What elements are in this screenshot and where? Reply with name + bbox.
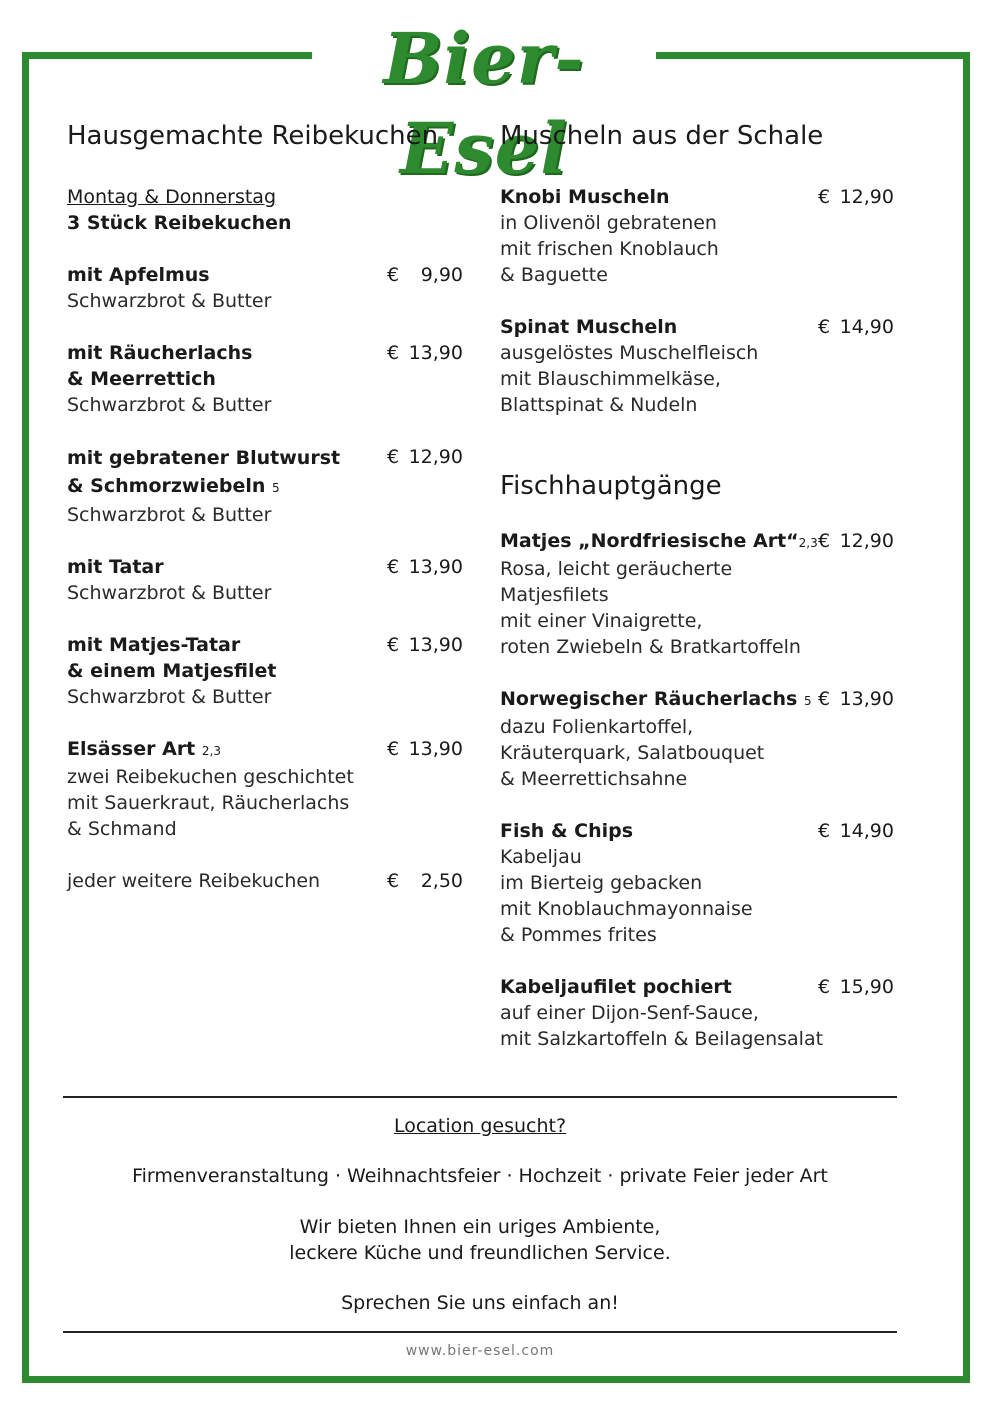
currency: €: [387, 634, 400, 656]
item-desc: & Schmand: [67, 818, 177, 840]
item-desc: roten Zwiebeln & Bratkartoffeln: [500, 636, 801, 658]
price-value: 14,90: [839, 820, 894, 842]
item-desc: & Baguette: [500, 264, 608, 286]
item-desc: auf einer Dijon-Senf-Sauce,: [500, 1002, 759, 1024]
currency: €: [818, 820, 831, 842]
item-desc: in Olivenöl gebratenen: [500, 212, 717, 234]
website-link[interactable]: www.bier-esel.com: [405, 1343, 555, 1359]
currency: €: [818, 530, 831, 552]
item-desc: Matjesfilets: [500, 584, 609, 606]
reibekuchen-section: [67, 118, 467, 894]
item-name: mit gebratener Blutwurst: [67, 447, 341, 469]
item-desc: zwei Reibekuchen geschichtet: [67, 766, 354, 788]
currency: €: [387, 870, 400, 892]
item-desc: mit einer Vinaigrette,: [500, 610, 703, 632]
price-value: 14,90: [839, 316, 894, 338]
menu-item: [500, 818, 900, 948]
item-desc: Schwarzbrot & Butter: [67, 504, 272, 526]
allergen-note: 2,3: [201, 744, 221, 758]
footer-cta: Sprechen Sie uns einfach an!: [341, 1292, 619, 1314]
section-heading-reibekuchen: Hausgemachte Reibekuchen: [67, 121, 439, 151]
price-value: 12,90: [839, 530, 894, 552]
item-desc: mit Blauschimmelkäse,: [500, 368, 721, 390]
footer-text-line1: Wir bieten Ihnen ein uriges Ambiente,: [299, 1216, 661, 1238]
item-desc: Kräuterquark, Salatbouquet: [500, 742, 765, 764]
price-value: 13,90: [408, 738, 463, 760]
item-desc: Schwarzbrot & Butter: [67, 686, 272, 708]
currency: €: [387, 264, 400, 286]
item-name-line2: & einem Matjesfilet: [67, 660, 277, 682]
item-name: Fish & Chips: [500, 820, 634, 842]
price-value: 9,90: [420, 264, 463, 286]
section-heading-muscheln: Muscheln aus der Schale: [500, 121, 824, 151]
currency: €: [387, 342, 400, 364]
footer-text-line2: leckere Küche und freundlichen Service.: [289, 1242, 671, 1264]
currency: €: [818, 186, 831, 208]
item-desc: & Pommes frites: [500, 924, 657, 946]
footer-events: Firmenveranstaltung · Weihnachtsfeier · Hochzeit · private Feier jeder Art: [132, 1165, 828, 1187]
item-desc: mit Sauerkraut, Räucherlachs: [67, 792, 350, 814]
allergen-note: 5: [272, 481, 280, 495]
item-desc: Schwarzbrot & Butter: [67, 582, 272, 604]
menu-item: [67, 262, 467, 314]
item-desc: Rosa, leicht geräucherte: [500, 558, 733, 580]
item-name: Spinat Muscheln: [500, 316, 678, 338]
price-value: 13,90: [408, 342, 463, 364]
item-name: mit Tatar: [67, 556, 164, 578]
menu-item: [67, 444, 467, 528]
item-name: Elsässer Art: [67, 738, 196, 760]
item-desc: Kabeljau: [500, 846, 582, 868]
currency: €: [387, 738, 400, 760]
item-name-line2: & Schmorzwiebeln: [67, 475, 266, 497]
price-value: 13,90: [408, 634, 463, 656]
intro-block: [67, 184, 467, 236]
item-desc: ausgelöstes Muschelfleisch: [500, 342, 759, 364]
item-desc: dazu Folienkartoffel,: [500, 716, 694, 738]
footer-divider-top: [63, 1096, 897, 1098]
price-value: 15,90: [839, 976, 894, 998]
menu-item: [500, 314, 900, 418]
item-desc: mit Knoblauchmayonnaise: [500, 898, 753, 920]
item-desc: mit Salzkartoffeln & Beilagensalat: [500, 1028, 824, 1050]
currency: €: [818, 688, 831, 710]
menu-item: [500, 974, 900, 1052]
item-desc: Schwarzbrot & Butter: [67, 290, 272, 312]
item-name: Kabeljaufilet pochiert: [500, 976, 732, 998]
price-value: 12,90: [408, 446, 463, 468]
section-heading-fisch: Fischhauptgänge: [500, 471, 722, 501]
price-value: 13,90: [839, 688, 894, 710]
item-name: mit Räucherlachs: [67, 342, 253, 364]
intro-quantity: 3 Stück Reibekuchen: [67, 212, 292, 234]
item-name: mit Apfelmus: [67, 264, 210, 286]
item-desc: im Bierteig gebacken: [500, 872, 703, 894]
extra-label: jeder weitere Reibekuchen: [67, 870, 321, 892]
intro-days: Montag & Donnerstag: [67, 186, 276, 208]
currency: €: [387, 556, 400, 578]
menu-item: [67, 736, 467, 842]
menu-item: [67, 632, 467, 710]
currency: €: [818, 976, 831, 998]
allergen-note: 2,3: [798, 536, 818, 550]
currency: €: [818, 316, 831, 338]
price-value: 13,90: [408, 556, 463, 578]
menu-item: [67, 554, 467, 606]
item-desc: Schwarzbrot & Butter: [67, 394, 272, 416]
price-value: 2,50: [420, 870, 463, 892]
item-desc: Blattspinat & Nudeln: [500, 394, 698, 416]
footer-title: Location gesucht?: [393, 1115, 567, 1137]
allergen-note: 5: [803, 694, 812, 708]
price-value: 12,90: [839, 186, 894, 208]
menu-item: [500, 686, 900, 792]
menu-item: [500, 184, 900, 288]
item-name: mit Matjes-Tatar: [67, 634, 241, 656]
brand-logo: Bier-Esel: [383, 17, 585, 190]
item-desc: mit frischen Knoblauch: [500, 238, 719, 260]
muscheln-fisch-section: [500, 118, 900, 1052]
footer-divider-bottom: [63, 1331, 897, 1333]
item-desc: & Meerrettichsahne: [500, 768, 688, 790]
currency: €: [387, 446, 400, 468]
menu-item: [67, 340, 467, 418]
item-name-line2: & Meerrettich: [67, 368, 216, 390]
menu-item: [500, 528, 900, 660]
extra-item: [67, 868, 467, 894]
item-name: Norwegischer Räucherlachs: [500, 688, 798, 710]
item-name: Knobi Muscheln: [500, 186, 670, 208]
item-name: Matjes „Nordfriesische Art“: [500, 530, 799, 552]
